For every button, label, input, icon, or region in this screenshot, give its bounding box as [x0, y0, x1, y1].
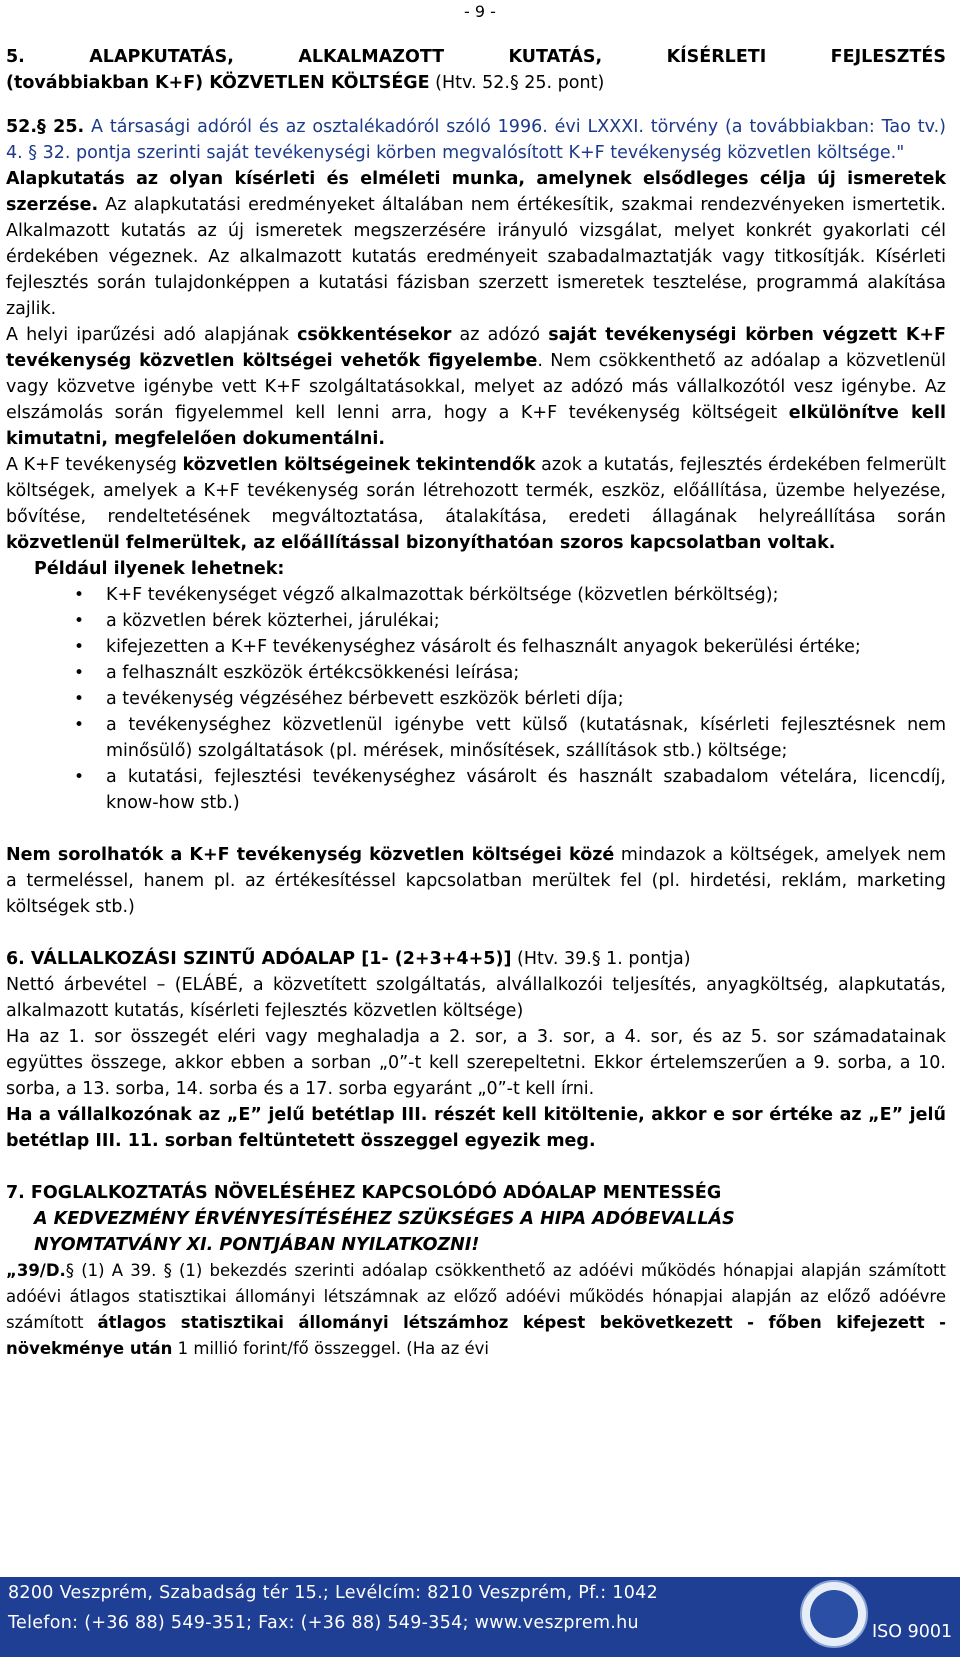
bold-phrase: „39/D. [6, 1261, 66, 1280]
heading-word: ALKALMAZOTT [298, 47, 445, 67]
list-item: • kifejezetten a K+F tevékenységhez vásárolt és felhasznált anyagok bekerülési értéke; [6, 634, 946, 660]
bold-phrase: csökkentésekor [297, 325, 452, 345]
footer-contact: Telefon: (+36 88) 549-351; Fax: (+36 88) 549-354; www.veszprem.hu [8, 1613, 639, 1633]
bold-phrase: átlagos statisztikai állományi létszámhoz képest bekövetkezett - főben kifejezett - növekménye után [6, 1313, 946, 1358]
heading-text: (továbbiakban K+F) KÖZVETLEN KÖLTSÉGE [6, 73, 430, 93]
section-5-heading-line2 [6, 70, 946, 96]
bold-phrase: Alapkutatás az olyan kísérleti és elméleti munka, amelynek elsődleges célja új ismeretek szerzése. [6, 169, 946, 215]
bold-phrase: saját tevékenységi körben végzett K+F tevékenység közvetlen költségei vehetők figyelembe [6, 325, 947, 371]
section-7-heading: 7. FOGLALKOZTATÁS NÖVELÉSÉHEZ KAPCSOLÓDÓ ADÓALAP MENTESSÉG [6, 1183, 722, 1203]
page-number: - 9 - [464, 2, 496, 21]
footer-address: 8200 Veszprém, Szabadság tér 15.; Levélcím: 8210 Veszprém, Pf.: 1042 [8, 1583, 659, 1603]
legal-reference-paragraph [6, 114, 946, 166]
section-5-heading-line1 [6, 44, 946, 70]
section-7-subheading-line2: NYOMTATVÁNY XI. PONTJÁBAN NYILATKOZNI! [34, 1235, 480, 1255]
legal-ref-number: 52.§ 25. [6, 117, 85, 137]
net-revenue-paragraph: Nettó árbevétel – (ELÁBÉ, a közvetített szolgáltatás, alvállalkozói teljesítés, anyagköltség, alapkutatás, alkalmazott kutatás, kísérleti fejlesztés közvetlen költsége) [6, 975, 946, 1021]
zero-rule-paragraph: Ha az 1. sor összegét eléri vagy meghaladja a 2. sor, a 3. sor, a 4. sor, és az 5. sor számadatainak együttes összege, akkor ebben a sorban „0”-t kell szerepeltetni. Ekkor értelemszerűen a 9. sorba, a 10. sorba, a 13. sorba, 14. sorba és a 17. sorba egyaránt „0”-t kell írni. [6, 1027, 946, 1099]
body-text: mindazok a költségek, amelyek nem a termeléssel, hanem pl. az értékesítéssel kapcsolatban merültek fel (pl. hirdetési, reklám, marketing költségek stb.) [6, 845, 946, 917]
iso-label: ISO 9001 [872, 1622, 953, 1642]
legal-ref-text: A társasági adóról és az osztalékadóról szóló 1996. évi LXXXI. törvény (a továbbiakban: Tao tv.) 4. § 32. pontja szerinti saját tevékenységi körben megvalósított K+F tevékenység közvetlen költsége." [6, 117, 946, 163]
direct-costs-paragraph [6, 452, 946, 556]
list-item: • a kutatási, fejlesztési tevékenységhez vásárolt és használt szabadalom vételára, licencdíj, know-how stb.) [6, 764, 946, 816]
heading-word: ALAPKUTATÁS, [89, 47, 234, 67]
body-text: azok a kutatás, fejlesztés érdekében felmerült költségek, amelyek a K+F tevékenység során létrehozott termék, eszköz, előállítása, üzembe helyezése, bővítése, rendeltetésének megváltoztatása, átalakítása, eredeti állagának helyreállítása során [6, 455, 946, 527]
body-text: A helyi iparűzési adó alapjának [6, 325, 298, 345]
list-item: • a felhasznált eszközök értékcsökkenési leírása; [6, 660, 946, 686]
bold-phrase: közvetlenül felmerültek, az előállítással bizonyíthatóan szoros kapcsolatban voltak. [6, 533, 836, 553]
list-item: • a közvetlen bérek közterhei, járulékai; [6, 608, 946, 634]
examples-list [6, 582, 946, 816]
body-text: 1 millió forint/fő összeggel. (Ha az évi [172, 1339, 489, 1358]
certification-seal-icon [800, 1580, 868, 1648]
research-definition-paragraph [6, 166, 946, 322]
examples-title: Például ilyenek lehetnek: [34, 559, 285, 579]
list-item: • K+F tevékenységet végző alkalmazottak bérköltsége (közvetlen bérköltség); [6, 582, 946, 608]
section-7-paragraph [6, 1258, 946, 1362]
heading-word: KÍSÉRLETI [666, 47, 767, 67]
list-item: • a tevékenység végzéséhez bérbevett eszközök bérleti díja; [6, 686, 946, 712]
heading-reference: (Htv. 52.§ 25. pont) [429, 73, 605, 93]
seal-emblem [810, 1590, 858, 1638]
bold-phrase: elkülönítve kell kimutatni, megfelelően dokumentálni. [6, 403, 946, 449]
tax-base-paragraph [6, 322, 946, 452]
section-6-heading [6, 946, 946, 972]
heading-word: KUTATÁS, [508, 47, 603, 67]
heading-text: 6. VÁLLALKOZÁSI SZINTŰ ADÓALAP [1- (2+3+4+5)] [6, 949, 512, 969]
section-5-heading [6, 44, 946, 96]
body-text: Az alapkutatási eredményeket általában nem értékesítik, szakmai rendezvényeken ismertetik. Alkalmazott kutatás az új ismeretek megszerzésére irányuló vizsgálat, melyet konkrét gyakorlati cél érdekében végeznek. Az alkalmazott kutatás eredményeit szabadalmaztatják vagy titkosítják. Kísérleti fejlesztés során tulajdonképpen a kutatási fázisban szerzett ismeretek tesztelése, programmá alakítása zajlik. [6, 195, 946, 319]
bold-phrase: közvetlen költségeinek tekintendők [182, 455, 536, 475]
e-sheet-paragraph: Ha a vállalkozónak az „E” jelű betétlap III. részét kell kitöltenie, akkor e sor értéke az „E” jelű betétlap III. 11. sorban feltüntetett összeggel egyezik meg. [6, 1105, 946, 1151]
heading-word: 5. [6, 47, 25, 67]
bold-phrase: Nem sorolhatók a K+F tevékenység közvetlen költségei közé [6, 845, 615, 865]
body-text: § (1) A 39. § (1) bekezdés szerinti adóalap csökkenthető az adóévi működés hónapjai alapján számított adóévi átlagos statisztikai állományi létszámnak az előző adóévi működés hónapjai alapján az előző adóévre számított [6, 1261, 946, 1332]
body-text: az adózó [451, 325, 549, 345]
excluded-costs-paragraph [6, 842, 946, 920]
list-item: • a tevékenységhez közvetlenül igénybe vett külső (kutatásnak, kísérleti fejlesztésnek nem minősülő) szolgáltatások (pl. mérések, minősítések, szállítások stb.) költsége; [6, 712, 946, 764]
page-content [6, 44, 946, 1362]
heading-reference: (Htv. 39.§ 1. pontja) [511, 949, 691, 969]
body-text: . Nem csökkenthető az adóalap a közvetlenül vagy közvetve igénybe vett K+F szolgáltatásokkal, melyet az adózó más vállalkozótól vesz igénybe. Az elszámolás során figyelemmel kell lenni arra, hogy a K+F tevékenység költségeit [6, 351, 947, 423]
heading-word: FEJLESZTÉS [830, 47, 946, 67]
body-text: A K+F tevékenység [6, 455, 183, 475]
section-7-subheading-line1: A KEDVEZMÉNY ÉRVÉNYESÍTÉSÉHEZ SZÜKSÉGES A HIPA ADÓBEVALLÁS [34, 1209, 735, 1229]
